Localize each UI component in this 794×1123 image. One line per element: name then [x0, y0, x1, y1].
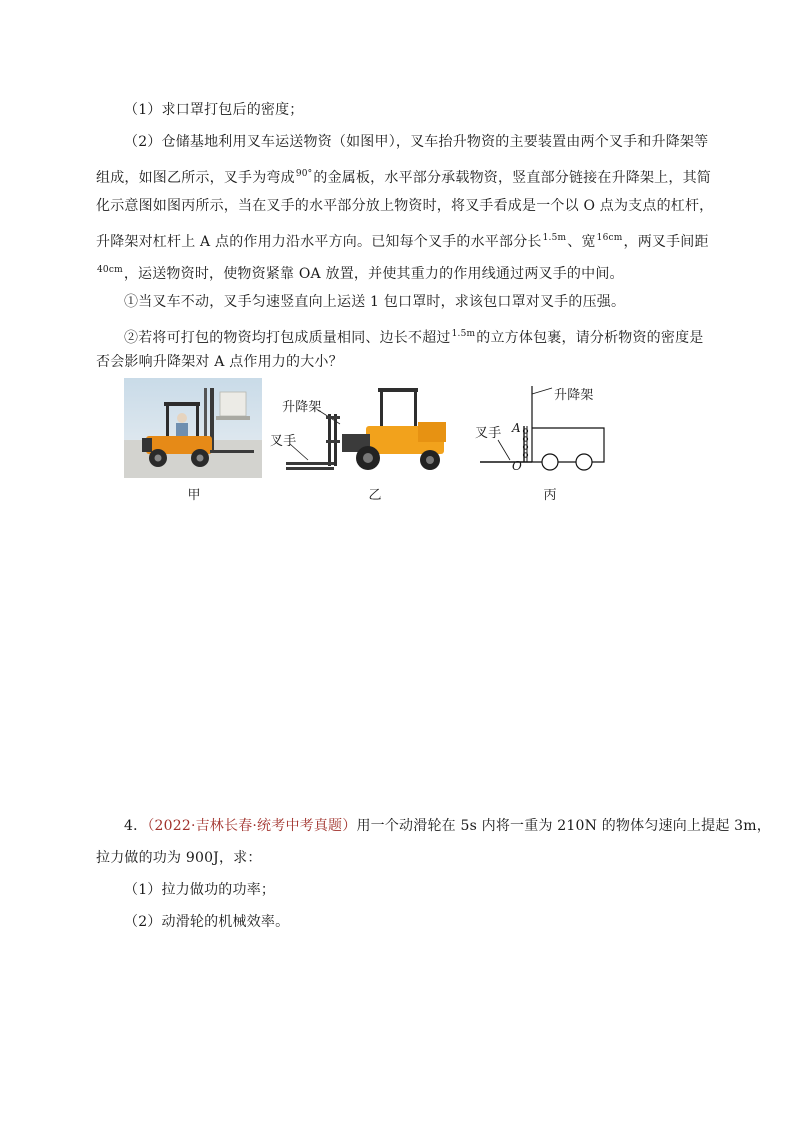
bing-label-O: O [512, 459, 523, 473]
q4-line2: 拉力做的功为 900J，求： [96, 850, 262, 866]
q3-part2-line3: 化示意图如图丙所示，当在叉手的水平部分放上物资时，将叉手看成是一个以 O 点为支点的杠杆， [96, 198, 714, 214]
q3-part2-line5: $^{40cm}$，运送物资时，使物资紧靠 OA 放置，并使其重力的作用线通过两叉手的中间。 [97, 265, 624, 282]
yi-label-fork: 叉手 [270, 434, 297, 449]
q3-sub2: ②若将可打包的物资均打包成质量相同、边长不超过$^{1.5m}$的立方体包裹，请分析物资的密度是 [124, 329, 704, 346]
q4-number: 4． [124, 818, 148, 834]
forklift-labeled-illustration [268, 378, 458, 478]
q3-part2-line4: 升降架对杠杆上 A 点的作用力沿水平方向。已知每个叉手的水平部分长$^{1.5m}$、宽$^{16cm}$，两叉手间距 [96, 233, 709, 250]
figure-yi-caption: 乙 [368, 488, 382, 503]
q4-line1: 4．（2022·吉林长春·统考中考真题）用一个动滑轮在 5s 内将一重为 210N 的物体匀速向上提起 3m， [124, 818, 771, 834]
figure-jia-caption: 甲 [187, 488, 201, 503]
q4-part2: （2）动滑轮的机械效率。 [124, 914, 290, 930]
q4-source: （2022·吉林长春·统考中考真题） [147, 818, 357, 834]
q4-part1: （1）拉力做功的功率； [124, 882, 276, 898]
yi-label-lift: 升降架 [282, 400, 322, 415]
q3-sub2-line2: 否会影响升降架对 A 点作用力的大小？ [96, 354, 343, 370]
figure-jia-photo [124, 378, 262, 478]
q3-part2-line1: （2）仓储基地利用叉车运送物资（如图甲），叉车抬升物资的主要装置由两个叉手和升降架等 [124, 134, 709, 150]
q3-part2-line2: 组成，如图乙所示，叉手为弯成$^{90^\circ}$的金属板，水平部分承载物资，竖直部分链接在升降架上，其简 [96, 169, 711, 186]
bing-label-A: A [512, 421, 521, 435]
q3-sub1: ①当叉车不动，叉手匀速竖直向上运送 1 包口罩时，求该包口罩对叉手的压强。 [124, 294, 626, 310]
q3-part1: （1）求口罩打包后的密度； [124, 102, 304, 118]
figure-yi [268, 378, 458, 478]
figure-bing-caption: 丙 [543, 488, 557, 503]
bing-label-fork: 叉手 [475, 426, 502, 441]
forklift-photo-illustration [124, 378, 262, 478]
bing-label-lift: 升降架 [554, 388, 594, 403]
